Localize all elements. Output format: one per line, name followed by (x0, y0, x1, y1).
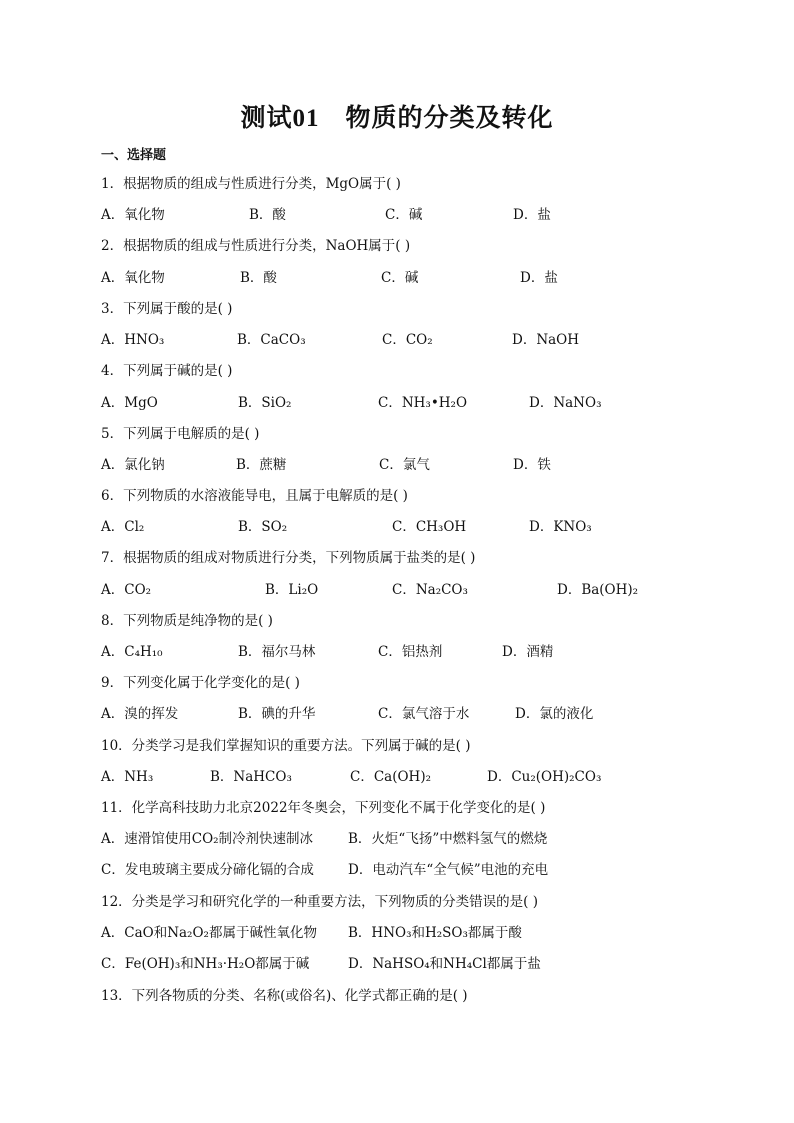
question-3-option-d: D．NaOH (512, 332, 580, 348)
question-1-option-d: D．盐 (513, 207, 551, 223)
question-11-option-b: B．火炬“飞扬”中燃料氢气的燃烧 (348, 831, 548, 847)
question-3-option-b: B．CaCO₃ (237, 332, 306, 348)
question-11-stem: 11．化学高科技助力北京2022年冬奥会，下列变化不属于化学变化的是( ) (101, 800, 546, 816)
question-8-option-c: C．铝热剂 (378, 644, 443, 660)
page-title (0, 98, 794, 134)
question-2-option-c: C．碱 (381, 270, 419, 286)
question-5-option-b: B．蔗糖 (236, 457, 287, 473)
question-8-stem: 8．下列物质是纯净物的是( ) (101, 613, 273, 629)
question-13-stem: 13．下列各物质的分类、名称(或俗名)、化学式都正确的是( ) (101, 988, 468, 1004)
question-7-option-d: D．Ba(OH)₂ (557, 582, 639, 598)
section-heading: 一、选择题 (101, 148, 167, 163)
question-1-stem: 1．根据物质的组成与性质进行分类，MgO属于( ) (101, 176, 401, 192)
question-7-option-c: C．Na₂CO₃ (392, 582, 468, 598)
question-7-option-b: B．Li₂O (265, 582, 319, 598)
question-9-option-d: D．氯的液化 (515, 706, 594, 722)
question-11-option-a: A．速滑馆使用CO₂制冷剂快速制冰 (101, 831, 314, 847)
question-11-option-c: C．发电玻璃主要成分碲化镉的合成 (101, 862, 314, 878)
title-text: 物质的分类及转化 (345, 103, 554, 132)
question-5-stem: 5．下列属于电解质的是( ) (101, 426, 260, 442)
question-10-option-c: C．Ca(OH)₂ (350, 769, 431, 785)
question-4-option-a: A．MgO (101, 395, 158, 411)
question-5-option-d: D．铁 (513, 457, 551, 473)
question-8-option-d: D．酒精 (502, 644, 554, 660)
question-1-option-c: C．碱 (385, 207, 423, 223)
question-2-option-d: D．盐 (520, 270, 558, 286)
question-4-option-b: B．SiO₂ (238, 395, 292, 411)
question-6-option-a: A．Cl₂ (101, 519, 145, 535)
question-6-option-c: C．CH₃OH (392, 519, 467, 535)
question-9-stem: 9．下列变化属于化学变化的是( ) (101, 675, 300, 691)
question-9-option-c: C．氯气溶于水 (378, 706, 470, 722)
question-9-option-b: B．碘的升华 (238, 706, 316, 722)
question-12-option-b: B．HNO₃和H₂SO₃都属于酸 (348, 925, 522, 941)
question-6-option-b: B．SO₂ (238, 519, 288, 535)
question-2-option-b: B．酸 (240, 270, 277, 286)
question-8-option-b: B．福尔马林 (238, 644, 316, 660)
question-12-option-d: D．NaHSO₄和NH₄Cl都属于盐 (348, 956, 541, 972)
question-2-stem: 2．根据物质的组成与性质进行分类，NaOH属于( ) (101, 238, 411, 254)
question-7-option-a: A．CO₂ (101, 582, 152, 598)
question-10-stem: 10．分类学习是我们掌握知识的重要方法。下列属于碱的是( ) (101, 738, 471, 754)
question-5-option-c: C．氯气 (379, 457, 430, 473)
question-2-option-a: A．氧化物 (101, 270, 165, 286)
question-9-option-a: A．溴的挥发 (101, 706, 179, 722)
question-5-option-a: A．氯化钠 (101, 457, 165, 473)
question-12-option-a: A．CaO和Na₂O₂都属于碱性氧化物 (101, 925, 317, 941)
question-4-stem: 4．下列属于碱的是( ) (101, 363, 233, 379)
question-10-option-b: B．NaHCO₃ (210, 769, 292, 785)
question-12-option-c: C．Fe(OH)₃和NH₃·H₂O都属于碱 (101, 956, 310, 972)
question-3-stem: 3．下列属于酸的是( ) (101, 301, 233, 317)
question-11-option-d: D．电动汽车“全气候”电池的充电 (348, 862, 549, 878)
question-10-option-d: D．Cu₂(OH)₂CO₃ (487, 769, 602, 785)
question-12-stem: 12．分类是学习和研究化学的一种重要方法，下列物质的分类错误的是( ) (101, 894, 539, 910)
question-8-option-a: A．C₄H₁₀ (101, 644, 163, 660)
question-6-option-d: D．KNO₃ (529, 519, 592, 535)
question-7-stem: 7．根据物质的组成对物质进行分类，下列物质属于盐类的是( ) (101, 550, 476, 566)
question-6-stem: 6．下列物质的水溶液能导电，且属于电解质的是( ) (101, 488, 408, 504)
question-3-option-c: C．CO₂ (382, 332, 433, 348)
question-3-option-a: A．HNO₃ (101, 332, 165, 348)
question-10-option-a: A．NH₃ (101, 769, 154, 785)
question-4-option-d: D．NaNO₃ (529, 395, 602, 411)
question-4-option-c: C．NH₃•H₂O (378, 395, 468, 411)
question-1-option-b: B．酸 (249, 207, 286, 223)
title-number: 测试01 (240, 105, 320, 132)
question-1-option-a: A．氧化物 (101, 207, 165, 223)
